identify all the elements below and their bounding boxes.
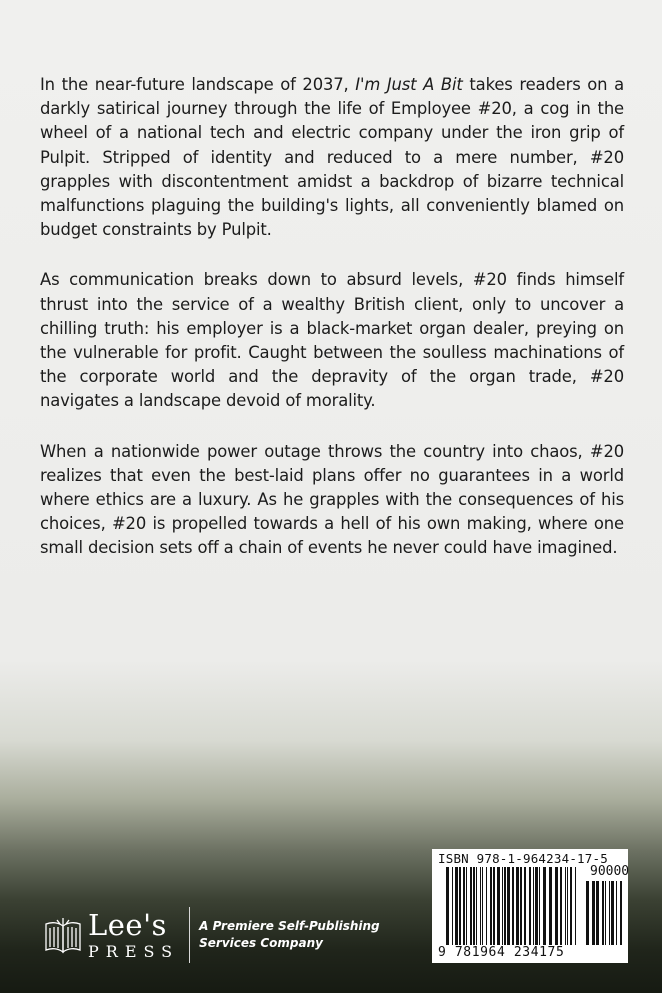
isbn-barcode (432, 849, 628, 963)
barcode-addon-number: 90000 (590, 864, 630, 879)
barcode-ean-number: 9 781964 234175 (438, 945, 565, 960)
barcode-bar (596, 881, 599, 945)
barcode-bar (482, 867, 483, 945)
blurb-paragraph-2: As communication breaks down to absurd levels, #20 finds himself thrust into the service of a wealthy British client, only to uncover a chilling truth: his employer is a black-market organ dealer, preying on the vulnerable for profit. Caught between the soulless machinations of the corporate world and the depravity of the organ trade, #20 navigates a landscape devoid of morality. (40, 270, 624, 411)
barcode-bar (609, 881, 610, 945)
barcode-bar (470, 867, 472, 945)
barcode-bar (592, 881, 595, 945)
barcode-bar (455, 867, 458, 945)
logo-mark (44, 907, 180, 961)
barcode-bar (497, 867, 500, 945)
barcode-bar (516, 867, 519, 945)
barcode-bar (565, 867, 566, 945)
barcode-bar (493, 867, 495, 945)
barcode-bar (507, 867, 510, 945)
publisher-tagline (199, 918, 379, 952)
tagline-line-2: Services Company (199, 936, 323, 950)
barcode-bar (459, 867, 461, 945)
barcode-bar (463, 867, 465, 945)
publisher-press: PRESS (88, 941, 180, 961)
barcode-bar (512, 867, 514, 945)
barcode-bar (466, 867, 467, 945)
barcode-bar (611, 881, 614, 945)
barcode-bar (543, 867, 546, 945)
barcode-bar (570, 867, 572, 945)
barcode-bar (446, 867, 449, 945)
barcode-bar (560, 867, 562, 945)
barcode-bar (539, 867, 540, 945)
publisher-name: Lee's (88, 907, 167, 942)
barcode-bar (480, 867, 481, 945)
barcode-bar (524, 867, 526, 945)
barcode-bar (520, 867, 522, 945)
barcode-bar (555, 867, 558, 945)
back-cover-blurb (40, 73, 624, 587)
publisher-logo (44, 905, 380, 965)
barcode-bar (605, 881, 606, 945)
logo-divider (189, 907, 190, 963)
barcode-bar (620, 881, 622, 945)
barcode-bar (502, 867, 503, 945)
barcode-bar (575, 867, 576, 945)
barcode-bar (602, 881, 604, 945)
barcode-bar (535, 867, 538, 945)
tagline-line-1: A Premiere Self-Publishing (199, 919, 380, 933)
blurb-paragraph-3: When a nationwide power outage throws the country into chaos, #20 realizes that even the best-laid plans offer no guarantees in a world where ethics are a luxury. As he grapples with the consequences of his choices, #20 is propelled towards a hell of his own making, where one small decision sets off a chain of events he never could have imagined. (40, 441, 624, 558)
blurb-paragraph-1 (40, 73, 624, 242)
book-title: I'm Just A Bit (355, 75, 463, 94)
isbn-label: ISBN 978-1-964234-17-5 (438, 851, 608, 866)
barcode-bar (529, 867, 531, 945)
barcode-bar (616, 881, 617, 945)
blurb-p1-rest: takes readers on a darkly satirical journey through the life of Employee #20, a cog in the wheel of a national tech and electric company under the iron grip of Pulpit. Stripped of identity and reduced to a mere number, #20 grapples with discontentment amidst a backdrop of bizarre technical malfunctions plaguing the building's lights, all conveniently blamed on budget constraints by Pulpit. (40, 75, 625, 240)
logo-wordmark (88, 907, 180, 961)
barcode-bar (486, 867, 487, 945)
barcode-bar (452, 867, 453, 945)
open-book-icon (44, 912, 82, 958)
blurb-p1-intro: In the near-future landscape of 2037, (40, 75, 356, 94)
barcode-bar (490, 867, 492, 945)
barcode-bar (476, 867, 477, 945)
barcode-bar (549, 867, 552, 945)
barcode-bar (533, 867, 534, 945)
barcode-bar (586, 881, 589, 945)
barcode-bar (504, 867, 506, 945)
barcode-bar (567, 867, 568, 945)
barcode-bar (473, 867, 475, 945)
